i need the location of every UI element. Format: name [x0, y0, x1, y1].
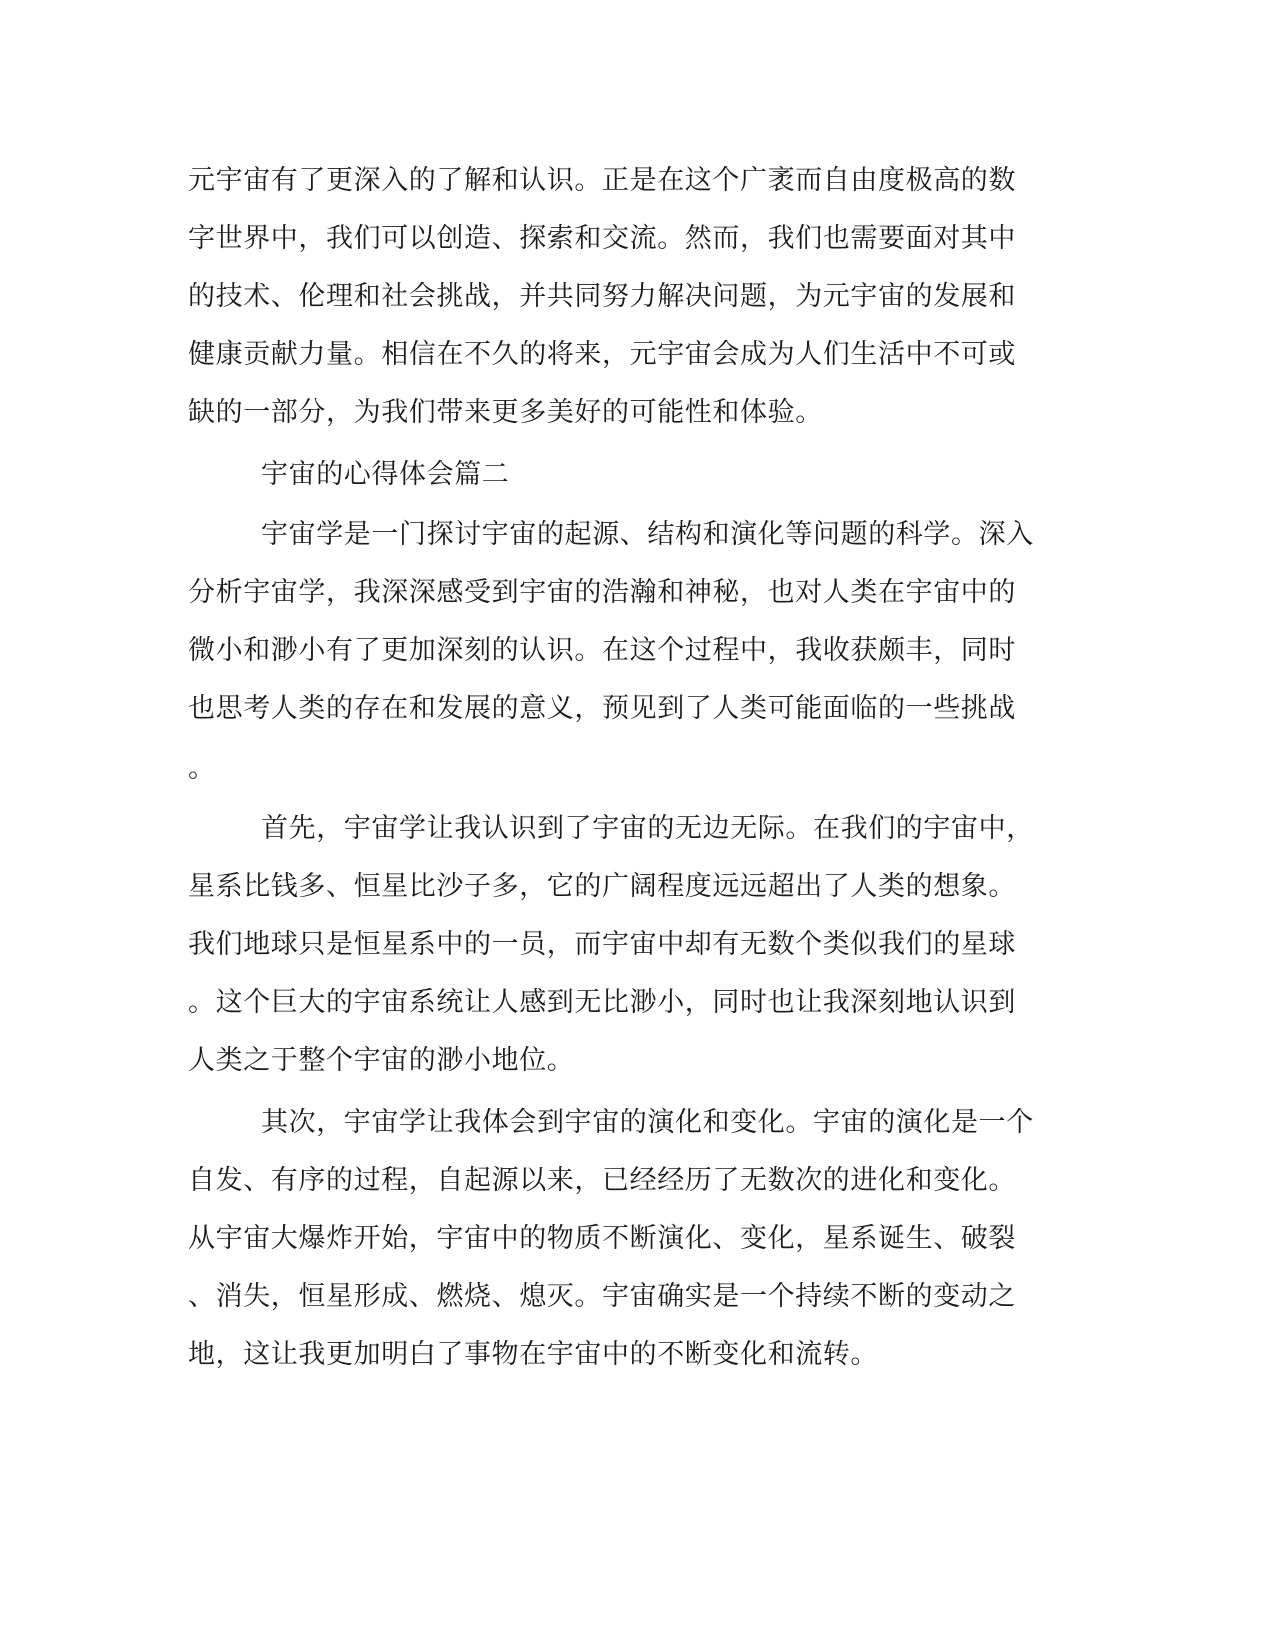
- section-title: 宇宙的心得体会篇二: [261, 459, 510, 490]
- text-line: 人类之于整个宇宙的渺小地位。: [188, 1045, 575, 1076]
- text-line: 我们地球只是恒星系中的一员，而宇宙中却有无数个类似我们的星球: [188, 929, 1016, 960]
- text-line: 、消失，恒星形成、燃烧、熄灭。宇宙确实是一个持续不断的变动之: [188, 1281, 1016, 1312]
- text-line: 字世界中，我们可以创造、探索和交流。然而，我们也需要面对其中: [188, 223, 1016, 254]
- text-line: 其次，宇宙学让我体会到宇宙的演化和变化。宇宙的演化是一个: [261, 1107, 1034, 1138]
- text-line: 自发、有序的过程，自起源以来，已经经历了无数次的进化和变化。: [188, 1165, 1016, 1196]
- text-line: 宇宙学是一门探讨宇宙的起源、结构和演化等问题的科学。深入: [261, 519, 1034, 550]
- text-line: 。: [188, 753, 216, 784]
- text-line: 星系比钱多、恒星比沙子多，它的广阔程度远远超出了人类的想象。: [188, 871, 1016, 902]
- text-line: 也思考人类的存在和发展的意义，预见到了人类可能面临的一些挑战: [188, 693, 1016, 724]
- text-line: 健康贡献力量。相信在不久的将来，元宇宙会成为人们生活中不可或: [188, 339, 1016, 370]
- text-line: 分析宇宙学，我深深感受到宇宙的浩瀚和神秘，也对人类在宇宙中的: [188, 577, 1016, 608]
- text-line: 地，这让我更加明白了事物在宇宙中的不断变化和流转。: [188, 1339, 878, 1370]
- text-line: 缺的一部分，为我们带来更多美好的可能性和体验。: [188, 397, 823, 428]
- text-line: 首先，宇宙学让我认识到了宇宙的无边无际。在我们的宇宙中，: [261, 813, 1034, 844]
- text-line: 从宇宙大爆炸开始，宇宙中的物质不断演化、变化，星系诞生、破裂: [188, 1223, 1016, 1254]
- text-line: 。这个巨大的宇宙系统让人感到无比渺小，同时也让我深刻地认识到: [188, 987, 1016, 1018]
- text-line: 元宇宙有了更深入的了解和认识。正是在这个广袤而自由度极高的数: [188, 165, 1016, 196]
- text-line: 微小和渺小有了更加深刻的认识。在这个过程中，我收获颇丰，同时: [188, 635, 1016, 666]
- text-line: 的技术、伦理和社会挑战，并共同努力解决问题，为元宇宙的发展和: [188, 281, 1016, 312]
